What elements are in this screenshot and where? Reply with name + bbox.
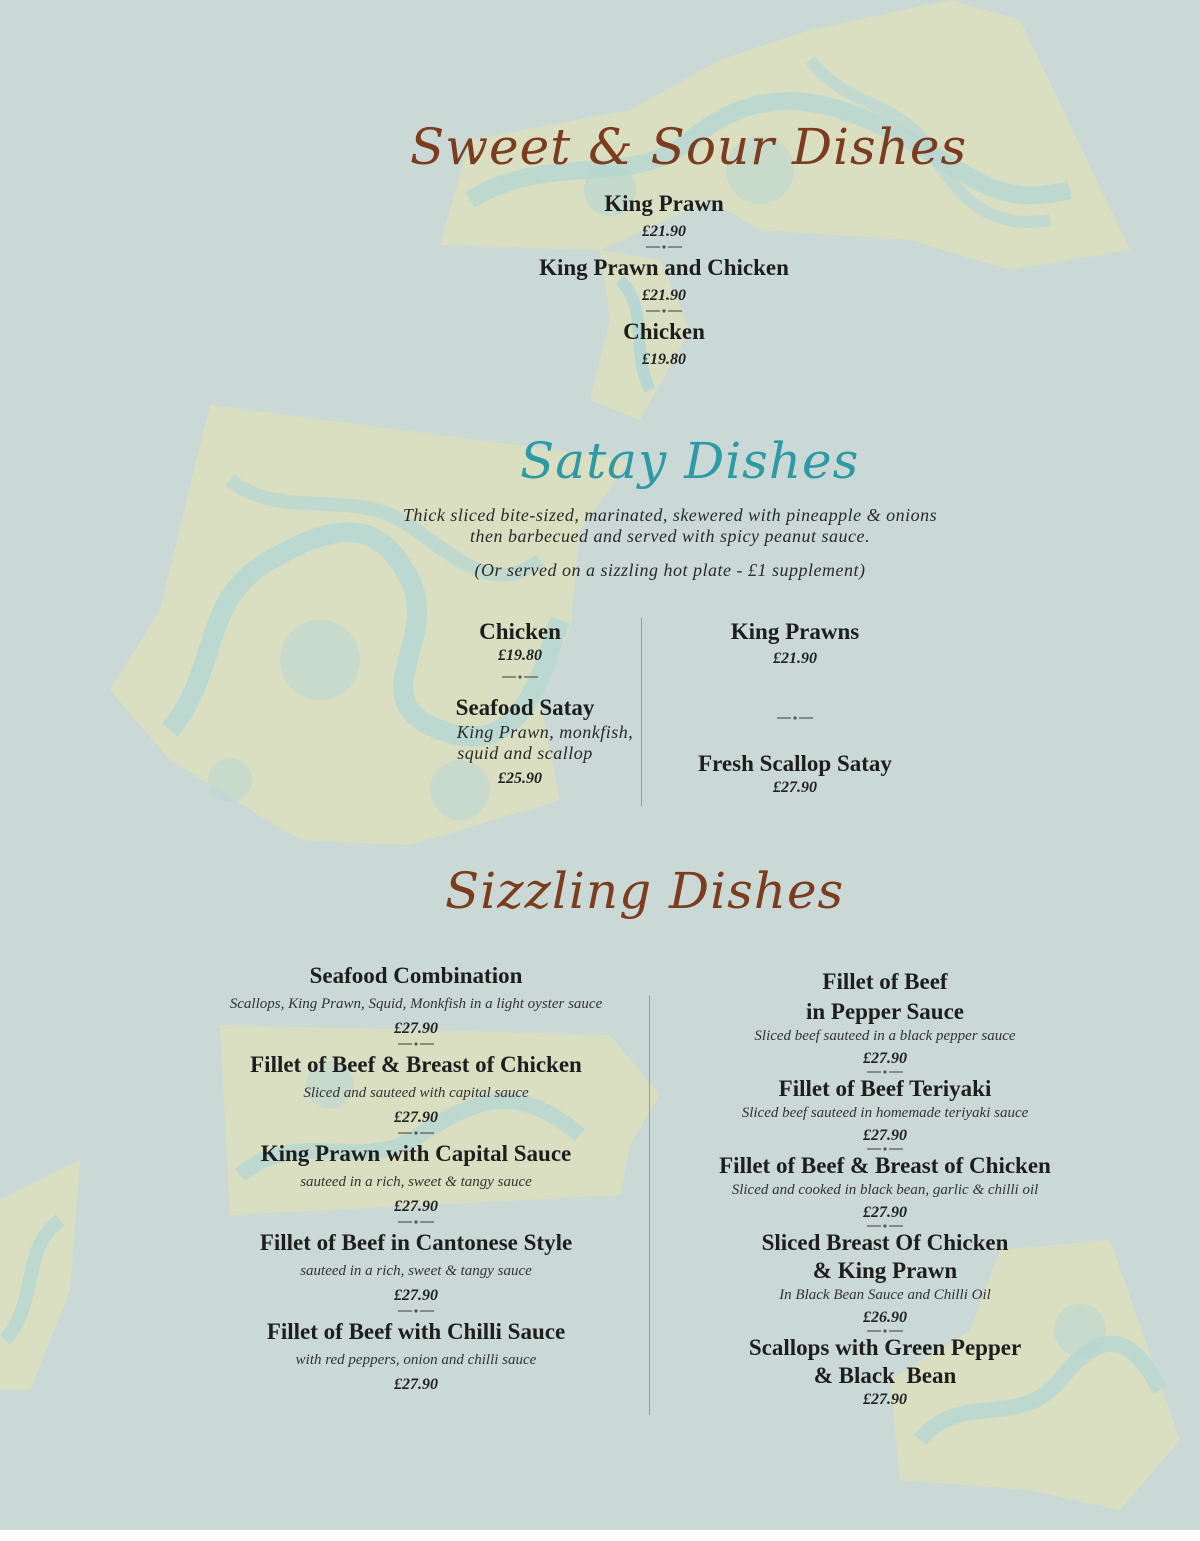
dish-name: King Prawn xyxy=(604,191,724,216)
satay-intro-line-2: then barbecued and served with spicy peanut sauce. xyxy=(470,526,870,546)
dish-price: £27.90 xyxy=(863,1127,907,1144)
dish-name: Fillet of Beef xyxy=(822,969,948,994)
dish-name: Fresh Scallop Satay xyxy=(698,751,892,776)
dish-name: King Prawn with Capital Sauce xyxy=(260,1141,572,1166)
dish-description: sauteed in a rich, sweet & tangy sauce xyxy=(300,1263,532,1279)
dish-price: £21.90 xyxy=(773,650,817,667)
separator-icon xyxy=(646,244,682,250)
dish-name: in Pepper Sauce xyxy=(805,999,965,1024)
sweet-sour-list xyxy=(464,190,864,370)
separator-icon xyxy=(502,674,538,680)
dish-description: Sliced beef sauteed in homemade teriyaki sauce xyxy=(741,1105,1029,1121)
dish-price: £21.90 xyxy=(642,223,686,240)
dish-description: Scallops, King Prawn, Squid, Monkfish in a light oyster sauce xyxy=(229,996,603,1012)
sizzling-heading: Sizzling Dishes xyxy=(445,862,845,920)
sizzling-divider xyxy=(649,995,650,1415)
dish-price: £26.90 xyxy=(863,1309,907,1326)
separator-icon xyxy=(777,715,813,721)
dish-name: Fillet of Beef with Chilli Sauce xyxy=(266,1319,566,1344)
dish-description: In Black Bean Sauce and Chilli Oil xyxy=(779,1287,991,1303)
dish-name: Fillet of Beef Teriyaki xyxy=(778,1076,992,1101)
dish-price: £27.90 xyxy=(394,1198,438,1215)
satay-intro-line-1: Thick sliced bite-sized, marinated, skewered with pineapple & onions xyxy=(402,505,938,525)
porcelain-shard-bottom-left xyxy=(0,1160,90,1390)
dish-name: Fillet of Beef & Breast of Chicken xyxy=(719,1153,1051,1178)
separator-icon xyxy=(646,308,682,314)
dish-name: King Prawns xyxy=(730,619,860,644)
dish-price: £19.80 xyxy=(642,351,686,368)
satay-heading: Satay Dishes xyxy=(520,432,860,490)
dish-price: £27.90 xyxy=(863,1204,907,1221)
dish-name: King Prawn and Chicken xyxy=(539,255,789,280)
separator-icon xyxy=(398,1041,434,1047)
dish-name: Seafood Satay xyxy=(455,695,595,720)
page-bottom-margin xyxy=(0,1530,1200,1541)
dish-description: Sliced and cooked in black bean, garlic & chilli oil xyxy=(731,1182,1039,1198)
sizzling-left-column xyxy=(196,962,636,1395)
satay-supplement: (Or served on a sizzling hot plate - £1 supplement) xyxy=(474,560,866,580)
satay-divider xyxy=(641,618,642,806)
dish-name: Scallops with Green Pepper xyxy=(748,1335,1022,1360)
separator-icon xyxy=(398,1308,434,1314)
dish-price: £19.80 xyxy=(498,647,542,664)
dish-price: £27.90 xyxy=(773,779,817,796)
dish-description: with red peppers, onion and chilli sauce xyxy=(295,1352,537,1368)
dish-description: squid and scallop xyxy=(457,743,593,763)
dish-name: & Black Bean xyxy=(813,1363,957,1388)
satay-right-column xyxy=(655,618,935,798)
dish-name: Chicken xyxy=(623,319,705,344)
dish-price: £27.90 xyxy=(394,1109,438,1126)
separator-icon xyxy=(398,1219,434,1225)
dish-description: sauteed in a rich, sweet & tangy sauce xyxy=(300,1174,532,1190)
separator-icon xyxy=(398,1130,434,1136)
dish-name: Fillet of Beef & Breast of Chicken xyxy=(250,1052,582,1077)
dish-name: Chicken xyxy=(479,619,561,644)
dish-name: & King Prawn xyxy=(812,1258,958,1283)
sizzling-right-column xyxy=(680,968,1090,1410)
dish-name: Seafood Combination xyxy=(309,963,523,988)
dish-description: King Prawn, monkfish, xyxy=(456,722,634,742)
dish-price: £21.90 xyxy=(642,287,686,304)
dish-name: Fillet of Beef in Cantonese Style xyxy=(259,1230,573,1255)
dish-price: £27.90 xyxy=(394,1376,438,1393)
dish-price: £27.90 xyxy=(394,1287,438,1304)
dish-price: £25.90 xyxy=(498,770,542,787)
sweet-sour-heading: Sweet & Sour Dishes xyxy=(410,118,968,176)
satay-left-column xyxy=(380,618,660,789)
dish-price: £27.90 xyxy=(863,1391,907,1408)
dish-price: £27.90 xyxy=(394,1020,438,1037)
dish-description: Sliced and sauteed with capital sauce xyxy=(303,1085,529,1101)
dish-price: £27.90 xyxy=(863,1050,907,1067)
dish-description: Sliced beef sauteed in a black pepper sauce xyxy=(754,1028,1016,1044)
satay-intro xyxy=(300,505,1040,581)
dish-name: Sliced Breast Of Chicken xyxy=(761,1230,1009,1255)
